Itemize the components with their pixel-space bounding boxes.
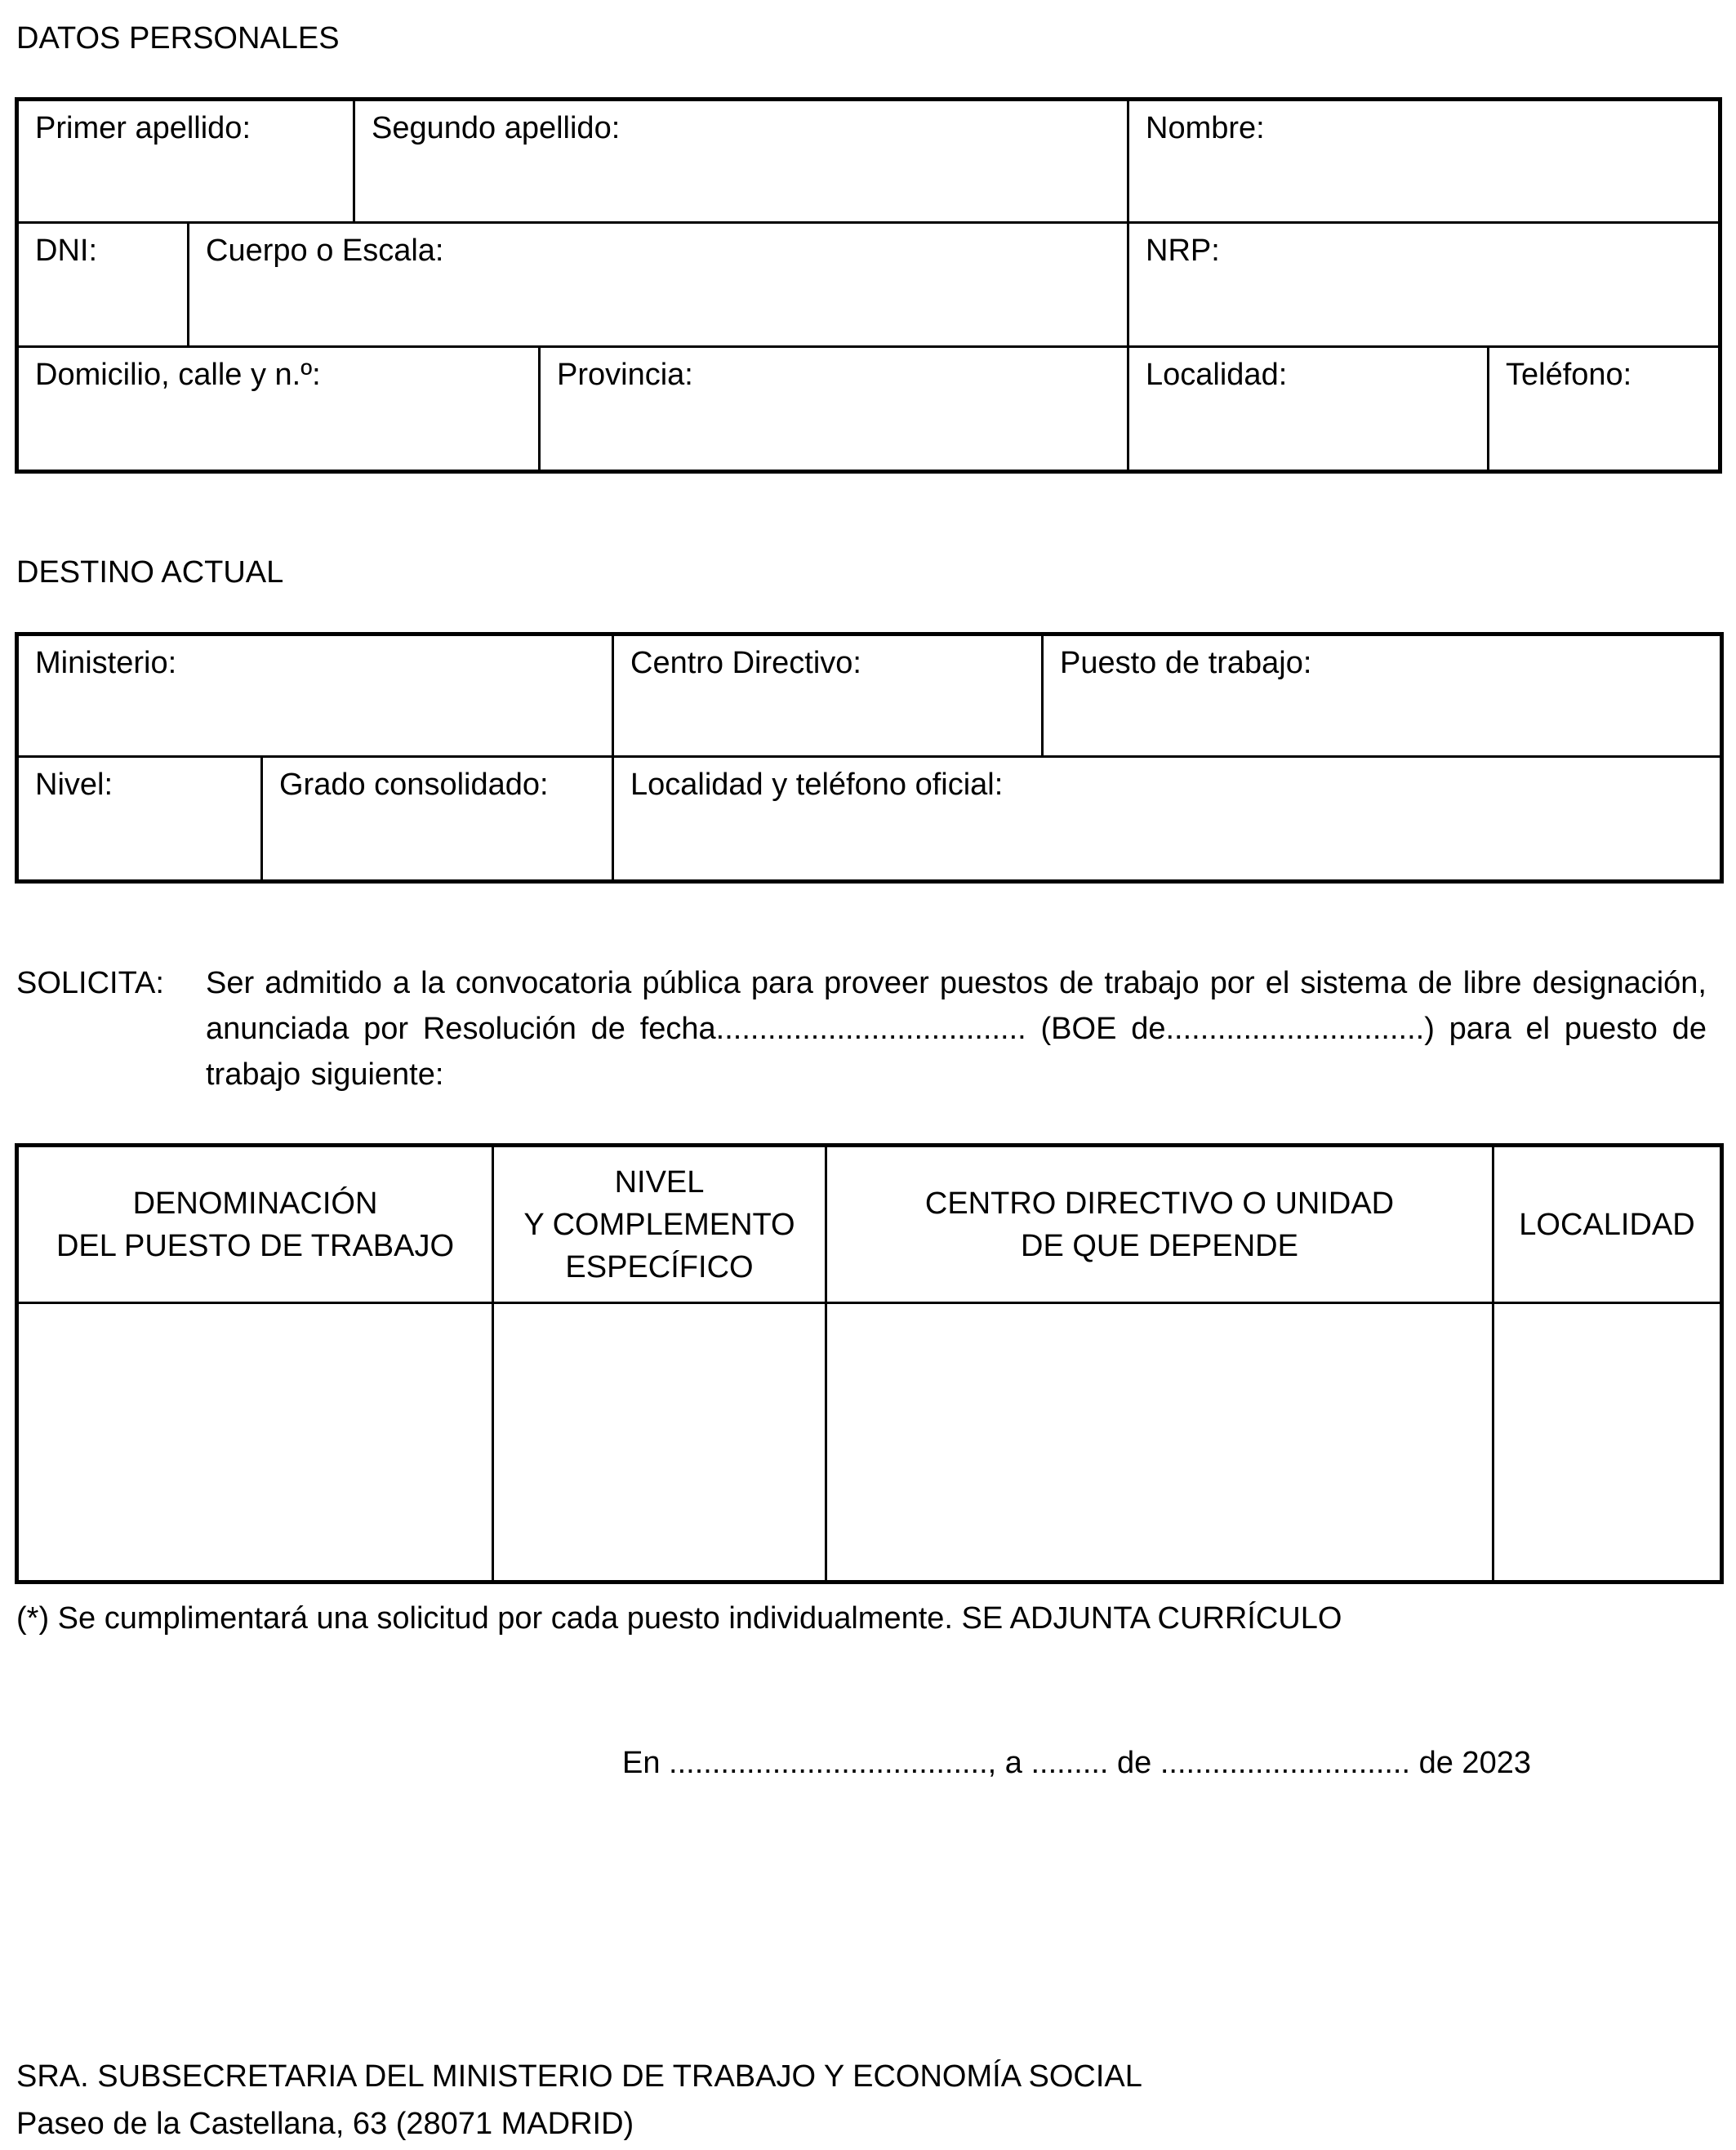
nivel-field[interactable] <box>17 757 262 882</box>
segundo-apellido-field[interactable] <box>354 100 1128 223</box>
section-heading-destino-actual: DESTINO ACTUAL <box>16 555 284 590</box>
puesto-solicitado-table <box>15 1143 1724 1584</box>
telefono-label: Teléfono: <box>1506 358 1632 392</box>
segundo-apellido-label: Segundo apellido: <box>372 111 621 145</box>
destinatario-linea-1: SRA. SUBSECRETARIA DEL MINISTERIO DE TRABAJO Y ECONOMÍA SOCIAL <box>16 2059 1142 2094</box>
header-localidad: LOCALIDAD <box>1493 1146 1722 1303</box>
cuerpo-escala-label: Cuerpo o Escala: <box>206 234 444 268</box>
solicita-text: Ser admitido a la convocatoria pública para proveer puestos de trabajo por el sistema de libre designación, anunciada por Resolución de fecha.................................... (BOE de..............................) para el puesto de trabajo siguiente: <box>206 966 1707 1092</box>
nrp-field[interactable] <box>1128 223 1720 347</box>
grado-consolidado-field[interactable] <box>262 757 613 882</box>
domicilio-label: Domicilio, calle y n.º: <box>35 358 321 392</box>
destino-actual-table <box>15 632 1724 884</box>
localidad-telefono-oficial-field[interactable] <box>613 757 1722 882</box>
solicita-label: SOLICITA: <box>16 966 164 1000</box>
footnote: (*) Se cumplimentará una solicitud por cada puesto individualmente. SE ADJUNTA CURRÍCULO <box>16 1601 1342 1636</box>
header-nivel-complemento: NIVEL Y COMPLEMENTO ESPECÍFICO <box>493 1146 826 1303</box>
cuerpo-escala-field[interactable] <box>189 223 1128 347</box>
datos-personales-table <box>15 97 1722 474</box>
nivel-complemento-input-cell[interactable] <box>493 1303 826 1582</box>
section-heading-datos-personales: DATOS PERSONALES <box>16 21 340 56</box>
ministerio-field[interactable] <box>17 634 613 757</box>
grado-consolidado-label: Grado consolidado: <box>279 768 549 802</box>
nombre-label: Nombre: <box>1146 111 1265 145</box>
nombre-field[interactable] <box>1128 100 1720 223</box>
header-denominacion: DENOMINACIÓN DEL PUESTO DE TRABAJO <box>17 1146 493 1303</box>
provincia-label: Provincia: <box>557 358 693 392</box>
domicilio-field[interactable] <box>17 347 540 472</box>
telefono-field[interactable] <box>1489 347 1720 472</box>
puesto-trabajo-field[interactable] <box>1043 634 1722 757</box>
dni-field[interactable] <box>17 223 189 347</box>
nrp-label: NRP: <box>1146 234 1220 268</box>
provincia-field[interactable] <box>540 347 1128 472</box>
fecha-linea: En ....................................., a ......... de ............................. de 2023 <box>622 1746 1531 1780</box>
localidad-telefono-oficial-label: Localidad y teléfono oficial: <box>630 768 1004 802</box>
centro-directivo-input-cell[interactable] <box>826 1303 1493 1582</box>
primer-apellido-field[interactable] <box>17 100 354 223</box>
header-centro-directivo: CENTRO DIRECTIVO O UNIDAD DE QUE DEPENDE <box>826 1146 1493 1303</box>
localidad-label: Localidad: <box>1146 358 1288 392</box>
puesto-trabajo-label: Puesto de trabajo: <box>1060 646 1312 680</box>
ministerio-label: Ministerio: <box>35 646 177 680</box>
nivel-label: Nivel: <box>35 768 114 802</box>
solicita-block <box>16 960 1707 1097</box>
localidad-input-cell[interactable] <box>1493 1303 1722 1582</box>
centro-directivo-label: Centro Directivo: <box>630 646 861 680</box>
localidad-field[interactable] <box>1128 347 1489 472</box>
dni-label: DNI: <box>35 234 97 268</box>
centro-directivo-field[interactable] <box>613 634 1043 757</box>
destinatario-linea-2: Paseo de la Castellana, 63 (28071 MADRID) <box>16 2107 634 2141</box>
denominacion-input-cell[interactable] <box>17 1303 493 1582</box>
primer-apellido-label: Primer apellido: <box>35 111 251 145</box>
